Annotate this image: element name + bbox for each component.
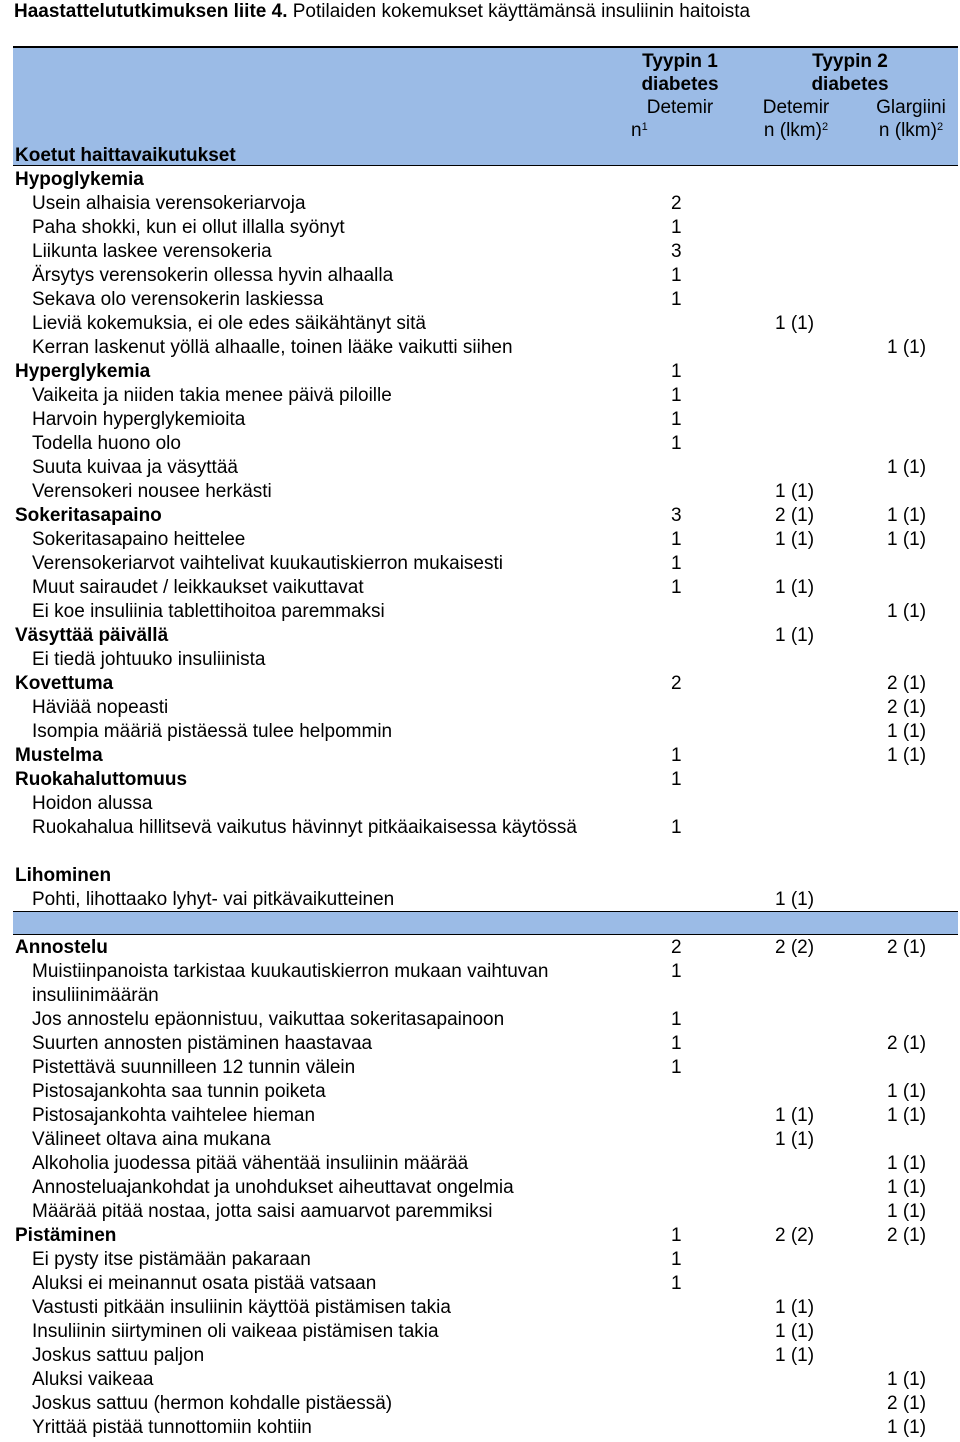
table-row [0,504,960,528]
row-value-c2: 2 (1) [775,505,815,526]
table-row [0,864,960,888]
header-col3-sup: 2 [936,121,944,133]
table-row [0,936,960,960]
row-label: Lihominen [15,865,112,886]
table-row [0,264,960,288]
row-label: Häviää nopeasti [32,697,169,718]
table-row [0,1200,960,1224]
table-row [0,624,960,648]
row-label: Ei koe insuliinia tablettihoitoa paremmaksi [32,601,385,622]
row-value-c1: 3 [671,505,682,526]
row-label: Sokeritasapaino [15,505,162,526]
row-label: Insuliinin siirtyminen oli vaikeaa pistämisen takia [32,1321,439,1342]
row-label: Verensokeri nousee herkästi [32,481,272,502]
table-row [0,1416,960,1440]
row-value-c3: 1 (1) [887,721,927,742]
table-row [0,456,960,480]
header-col1-name: Detemir [646,97,714,118]
row-label: Pistosajankohta saa tunnin poiketa [32,1081,326,1102]
row-label: Väsyttää päivällä [15,625,169,646]
row-value-c3: 2 (1) [887,937,927,958]
header-type2: Tyypin 2 diabetes [811,51,889,95]
table-row [0,600,960,624]
row-value-c1: 1 [671,553,682,574]
table-row [0,1032,960,1056]
row-value-c3: 2 (1) [887,1225,927,1246]
table-row [0,1176,960,1200]
table-row [0,792,960,816]
row-value-c1: 1 [671,385,682,406]
row-value-c1: 1 [671,577,682,598]
table-row [0,744,960,768]
row-label: Harvoin hyperglykemioita [32,409,246,430]
header-col2 [741,96,851,142]
row-label: Määrää pitää nostaa, jotta saisi aamuarvot paremmiksi [32,1201,493,1222]
header-col3-n: n (lkm) [878,120,937,141]
row-label: Alkoholia juodessa pitää vähentää insuliinin määrää [32,1153,469,1174]
row-value-c3: 1 (1) [887,1417,927,1438]
row-label: Ruokahalua hillitsevä vaikutus hävinnyt pitkäaikaisessa käytössä [32,817,577,838]
row-value-c3: 2 (1) [887,697,927,718]
row-label: Liikunta laskee verensokeria [32,241,272,262]
row-label: Muut sairaudet / leikkaukset vaikuttavat [32,577,364,598]
row-value-c1: 1 [671,361,682,382]
row-value-c1: 1 [671,433,682,454]
row-value-c1: 1 [671,1057,682,1078]
row-value-c2: 1 (1) [775,529,815,550]
row-label: Ei tiedä johtuuko insuliinista [32,649,266,670]
row-label: Pistettävä suunnilleen 12 tunnin välein [32,1057,356,1078]
row-label: Sokeritasapaino heittelee [32,529,246,550]
row-value-c2: 1 (1) [775,889,815,910]
table-row [0,240,960,264]
row-value-c3: 1 (1) [887,1201,927,1222]
row-value-c1: 1 [671,529,682,550]
row-value-c1: 3 [671,241,682,262]
table-row [0,408,960,432]
row-value-c3: 1 (1) [887,1153,927,1174]
table-row [0,1128,960,1152]
table-row [0,960,960,1008]
header-col3-unit [861,119,960,142]
header-col3-name: Glargiini [876,97,946,118]
row-value-c1: 1 [671,265,682,286]
row-value-c2: 1 (1) [775,577,815,598]
row-label: Annosteluajankohdat ja unohdukset aiheuttavat ongelmia [32,1177,514,1198]
header-col2-sup: 2 [821,121,829,133]
row-label: Hoidon alussa [32,793,153,814]
table-row [0,552,960,576]
table-row [0,1152,960,1176]
row-value-c3: 1 (1) [887,601,927,622]
table-row [0,384,960,408]
row-value-c1: 1 [671,745,682,766]
table-row [0,528,960,552]
table-row [0,216,960,240]
row-label: Mustelma [15,745,103,766]
table-row [0,1272,960,1296]
table-row [0,336,960,360]
table-row [0,360,960,384]
row-label: Yrittää pistää tunnottomiin kohtiin [32,1417,312,1438]
row-value-c3: 1 (1) [887,529,927,550]
row-value-c3: 2 (1) [887,673,927,694]
table-row [0,696,960,720]
row-value-c1: 1 [671,1225,682,1246]
document-title [14,0,750,24]
row-label: Kovettuma [15,673,114,694]
table-row [0,672,960,696]
row-value-c3: 1 (1) [887,1105,927,1126]
header-col3 [861,96,960,142]
table-row [0,1320,960,1344]
row-label: Hypoglykemia [15,169,144,190]
row-value-c1: 1 [671,1249,682,1270]
row-value-c1: 1 [671,961,682,982]
row-value-c3: 1 (1) [887,457,927,478]
row-value-c1: 1 [671,409,682,430]
header-type1: Tyypin 1 diabetes [641,51,719,95]
table-row [0,1224,960,1248]
row-value-c2: 2 (2) [775,1225,815,1246]
row-value-c3: 1 (1) [887,505,927,526]
table-row [0,1368,960,1392]
table-row [0,312,960,336]
row-label: Sekava olo verensokerin laskiessa [32,289,324,310]
row-label: Vastusti pitkään insuliinin käyttöä pistämisen takia [32,1297,451,1318]
row-label: Pistäminen [15,1225,117,1246]
title-rest: Potilaiden kokemukset käyttämänsä insuliinin haitoista [287,1,751,22]
row-label: Lieviä kokemuksia, ei ole edes säikähtänyt sitä [32,313,426,334]
table-row [0,888,960,912]
table-row [0,1296,960,1320]
header-col1-n: n [631,120,642,141]
row-value-c3: 1 (1) [887,337,927,358]
row-label: Usein alhaisia verensokeriarvoja [32,193,306,214]
table-row [0,816,960,864]
row-label: Muistiinpanoista tarkistaa kuukautiskierron mukaan vaihtuvan insuliinimäärän [32,961,549,1006]
table-row [0,1008,960,1032]
row-value-c2: 1 (1) [775,1129,815,1150]
table-row [0,648,960,672]
table-row [0,1344,960,1368]
row-value-c1: 1 [671,217,682,238]
row-value-c2: 1 (1) [775,1321,815,1342]
header-col2-n: n (lkm) [763,120,822,141]
table-row [0,432,960,456]
row-value-c1: 2 [671,193,682,214]
row-value-c2: 1 (1) [775,1345,815,1366]
row-value-c1: 1 [671,289,682,310]
row-label: Joskus sattuu (hermon kohdalle pistäessä) [32,1393,393,1414]
row-value-c2: 1 (1) [775,313,815,334]
table-row [0,1104,960,1128]
row-label: Hyperglykemia [15,361,151,382]
row-value-c1: 1 [671,1033,682,1054]
table-row [0,720,960,744]
header-col1-unit [625,119,735,142]
row-value-c3: 1 (1) [887,1369,927,1390]
table-row [0,1392,960,1416]
row-value-c1: 1 [671,1009,682,1030]
header-col1-sup: 1 [641,121,648,133]
row-label: Suurten annosten pistäminen haastavaa [32,1033,373,1054]
row-label: Aluksi ei meinannut osata pistää vatsaan [32,1273,377,1294]
row-label: Annostelu [15,937,108,958]
header-col1 [625,96,735,142]
row-label: Isompia määriä pistäessä tulee helpommin [32,721,393,742]
row-value-c3: 1 (1) [887,745,927,766]
row-value-c2: 1 (1) [775,1105,815,1126]
title-bold: Haastattelututkimuksen liite 4. [14,1,288,22]
row-value-c3: 1 (1) [887,1177,927,1198]
row-label: Vaikeita ja niiden takia menee päivä piloille [32,385,392,406]
row-label: Joskus sattuu paljon [32,1345,205,1366]
row-label: Jos annostelu epäonnistuu, vaikuttaa sokeritasapainoon [32,1009,505,1030]
row-value-c2: 2 (2) [775,937,815,958]
table-row [0,1056,960,1080]
row-label: Pohti, lihottaako lyhyt- vai pitkävaikutteinen [32,889,395,910]
row-label: Ei pysty itse pistämään pakaraan [32,1249,311,1270]
row-label: Paha shokki, kun ei ollut illalla syönyt [32,217,345,238]
row-value-c3: 2 (1) [887,1393,927,1414]
section-bar [13,911,958,935]
row-label: Ärsytys verensokerin ollessa hyvin alhaalla [32,265,394,286]
row-label: Pistosajankohta vaihtelee hieman [32,1105,316,1126]
row-label: Suuta kuivaa ja väsyttää [32,457,238,478]
table-row [0,192,960,216]
header-section-label: Koetut haittavaikutukset [15,145,236,166]
row-label: Ruokahaluttomuus [15,769,188,790]
table-row [0,576,960,600]
table-row [0,480,960,504]
row-value-c1: 2 [671,937,682,958]
row-value-c2: 1 (1) [775,625,815,646]
row-value-c1: 1 [671,1273,682,1294]
row-value-c3: 2 (1) [887,1033,927,1054]
row-label: Välineet oltava aina mukana [32,1129,271,1150]
row-label: Verensokeriarvot vaihtelivat kuukautiskierron mukaisesti [32,553,503,574]
table-header [13,46,958,166]
row-value-c2: 1 (1) [775,1297,815,1318]
row-value-c1: 1 [671,817,682,838]
row-label: Aluksi vaikeaa [32,1369,154,1390]
table-row [0,1080,960,1104]
row-value-c2: 1 (1) [775,481,815,502]
row-value-c1: 2 [671,673,682,694]
header-col2-unit [741,119,851,142]
row-label: Kerran laskenut yöllä alhaalle, toinen lääke vaikutti siihen [32,337,513,358]
row-value-c3: 1 (1) [887,1081,927,1102]
row-value-c1: 1 [671,769,682,790]
row-label: Todella huono olo [32,433,181,454]
header-col2-name: Detemir [762,97,830,118]
table-row [0,768,960,792]
table-row [0,288,960,312]
table-row [0,1248,960,1272]
table-row [0,168,960,192]
